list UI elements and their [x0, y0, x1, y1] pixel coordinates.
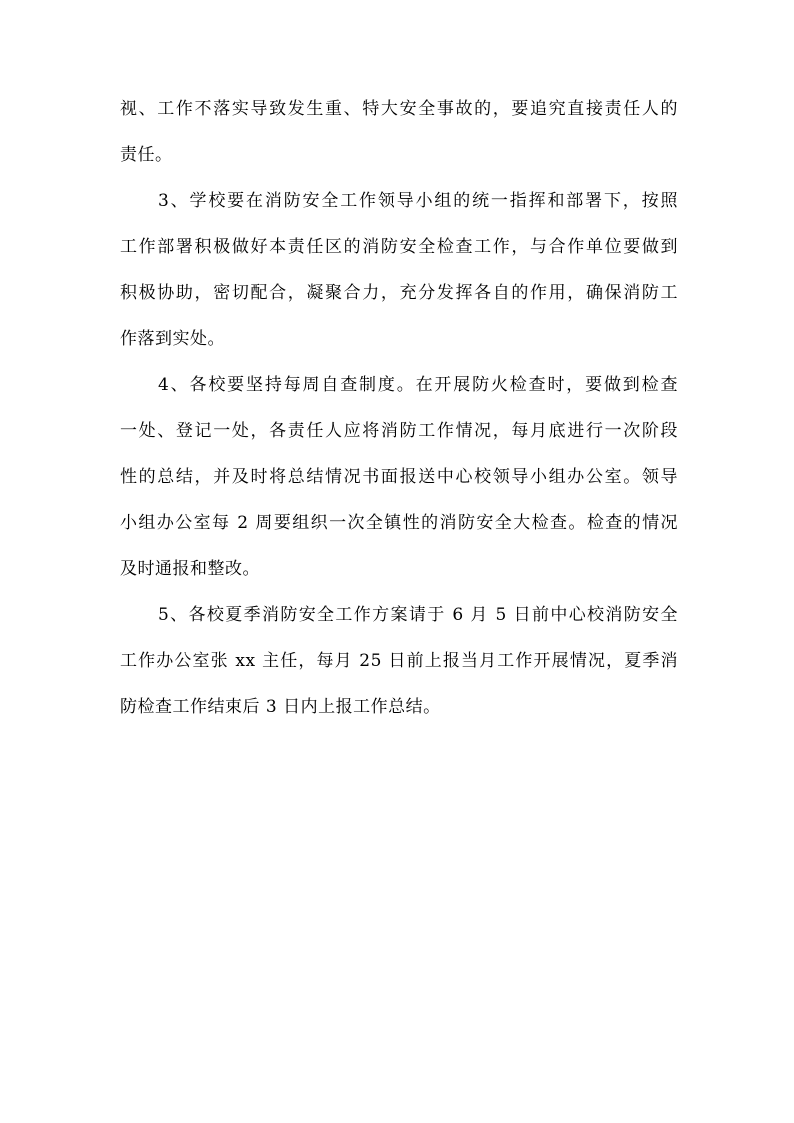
paragraph-line: 及时通报和整改。 [120, 559, 260, 579]
paragraph-line: 4、各校要坚持每周自查制度。在开展防火检查时，要做到检查 [158, 375, 678, 395]
paragraph-line: 视、工作不落实导致发生重、特大安全事故的，要追究直接责任人的 [120, 99, 678, 119]
paragraph-line: 3、学校要在消防安全工作领导小组的统一指挥和部署下，按照 [158, 191, 678, 211]
paragraph-line: 一处、登记一处，各责任人应将消防工作情况，每月底进行一次阶段 [120, 421, 678, 441]
paragraph-line: 工作部署积极做好本责任区的消防安全检查工作，与合作单位要做到 [120, 237, 678, 257]
paragraph-line: 责任。 [120, 145, 173, 165]
document-body [120, 97, 678, 719]
paragraph-line: 防检查工作结束后 3 日内上报工作总结。 [120, 697, 441, 717]
paragraph-line: 积极协助，密切配合，凝聚合力，充分发挥各自的作用，确保消防工 [120, 283, 678, 303]
paragraph-line: 工作办公室张 xx 主任，每月 25 日前上报当月工作开展情况，夏季消 [120, 651, 678, 671]
paragraph-line: 性的总结，并及时将总结情况书面报送中心校领导小组办公室。领导 [120, 467, 678, 487]
paragraph-line: 小组办公室每 2 周要组织一次全镇性的消防安全大检查。检查的情况 [120, 513, 678, 533]
paragraph-line: 5、各校夏季消防安全工作方案请于 6 月 5 日前中心校消防安全 [158, 605, 678, 625]
paragraph-line: 作落到实处。 [120, 329, 225, 349]
